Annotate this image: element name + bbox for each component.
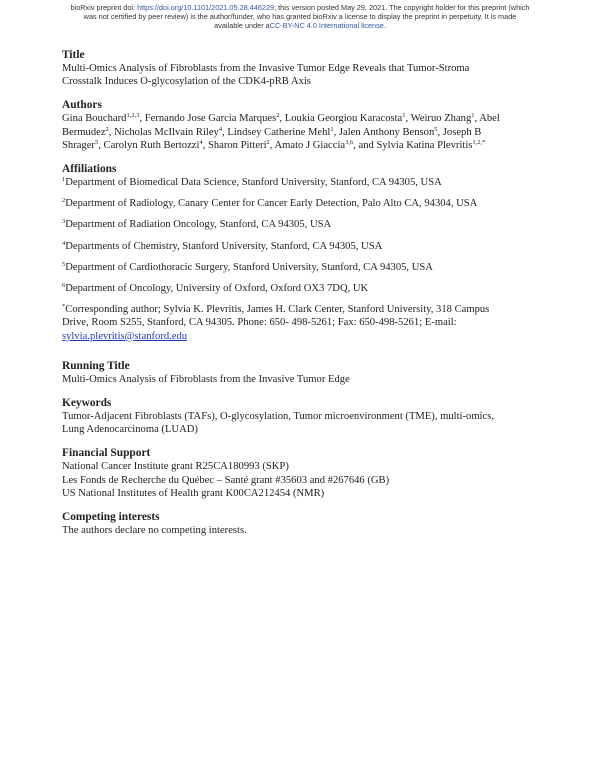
author-name: Jalen Anthony Benson [338, 126, 435, 138]
affiliation-number: 5 [62, 260, 66, 268]
affiliation-number: 2 [62, 197, 66, 205]
author-list: Gina Bouchard$^{1,2,3}$, Fernando Jose Garcia Marques$^2$, Loukia Georgiou Karacosta$^1$, Weiruo Zhang$^1$, Abel Bermudez$^2$, Nicholas McIlvain Riley$^4$, Lindsey Catherine Mehl$^1$, Jalen Anthony Benson$^5$, Joseph B Shrager$^5$, Carolyn Ruth Bertozzi$^4$, Sharon Pitteri$^2$, Amato J Giaccia$^{3,6}$, and Sylvia Katina Plevritis$^{1,2,*}$ [62, 112, 500, 151]
author-name: Sharon Pitteri [207, 139, 267, 151]
paper-title: Multi-Omics Analysis of Fibroblasts from the Invasive Tumor Edge Reveals that Tumor-Stroma Crosstalk Induces O-glycosylation of the CDK4-pRB Axis [62, 63, 470, 88]
author-name: Gina Bouchard [62, 113, 127, 125]
affiliation-text: Departments of Chemistry, Stanford University, Stanford, CA 94305, USA [65, 240, 383, 252]
author-affiliation-marker: 5 [94, 138, 99, 146]
funding-line: National Cancer Institute grant R25CA180993 (SKP) [62, 461, 289, 473]
financial-section [62, 446, 502, 500]
author-affiliation-marker: 2 [105, 125, 109, 133]
affiliation-number: 6 [62, 282, 66, 290]
funding-line: US National Institutes of Health grant K00CA212454 (NMR) [62, 487, 325, 499]
affiliation-number: 3 [62, 218, 66, 226]
competing-section [62, 510, 502, 537]
affiliation-text: Department of Radiology, Canary Center for Cancer Early Detection, Palo Alto CA, 94304, USA [65, 198, 478, 210]
license-link[interactable]: CC-BY-NC 4.0 International license [269, 21, 384, 30]
author-name: Weiruo Zhang [410, 113, 472, 125]
running-title: Multi-Omics Analysis of Fibroblasts from the Invasive Tumor Edge [62, 373, 350, 385]
competing-text: The authors declare no competing interests. [62, 525, 247, 537]
author-name: Loukia Georgiou Karacosta [284, 113, 403, 125]
paper-title-page [62, 48, 502, 547]
preprint-header [40, 3, 560, 30]
author-affiliation-marker: 1 [330, 125, 334, 133]
author-name: Abel Bermudez [62, 113, 500, 138]
author-affiliation-marker: 2 [276, 112, 280, 120]
keywords-text: Tumor-Adjacent Fibroblasts (TAFs), O-glycosylation, Tumor microenvironment (TME), multi-omics, Lung Adenocarcinoma (LUAD) [62, 411, 494, 436]
author-name: Carolyn Ruth Bertozzi [103, 139, 200, 151]
funding-line: Les Fonds de Recherche du Québec – Santé grant #35603 and #267646 (GB) [62, 474, 390, 486]
authors-heading: Authors [62, 99, 102, 112]
affiliation-number: 1 [62, 176, 66, 184]
affiliation-text: Department of Oncology, University of Oxford, Oxford OX3 7DQ, UK [65, 283, 369, 295]
authors-section [62, 98, 502, 152]
author-name: Amato J Giaccia [274, 139, 346, 151]
corresponding-author: *Corresponding author; Sylvia K. Plevritis, James H. Clark Center, Stanford University, 318 Campus Drive, Room S255, Stanford, CA 94305. Phone: 650- 498-5261; Fax: 650-498-5261; E-mail: sylvia.plevritis@stanford.edu [62, 303, 490, 342]
running-title-heading: Running Title [62, 359, 130, 372]
author-name: Sylvia Katina Plevritis [376, 139, 473, 151]
affiliation-item [62, 282, 502, 295]
affiliations-section [62, 162, 502, 343]
financial-heading: Financial Support [62, 447, 151, 460]
affiliation-text: Department of Biomedical Data Science, Stanford University, Stanford, CA 94305, USA [65, 177, 442, 189]
author-name: Fernando Jose Garcia Marques [144, 113, 277, 125]
author-name: Lindsey Catherine Mehl [227, 126, 331, 138]
author-affiliation-marker: 2 [266, 138, 270, 146]
author-affiliation-marker: 4 [218, 125, 223, 133]
author-affiliation-marker: 1,2,* [472, 138, 486, 146]
author-affiliation-marker: 1 [402, 112, 406, 120]
email-link[interactable]: sylvia.plevritis@stanford.edu [62, 330, 188, 342]
affiliations-heading: Affiliations [62, 163, 117, 176]
keywords-heading: Keywords [62, 397, 112, 410]
competing-heading: Competing interests [62, 511, 160, 524]
affiliation-text: Department of Radiation Oncology, Stanford, CA 94305, USA [65, 219, 332, 231]
header-line-1: bioRxiv preprint doi: https://doi.org/10.1101/2021.05.28.446229; this version posted May 29, 2021. The copyright holder for this preprint (which [70, 3, 530, 12]
affiliation-item [62, 218, 502, 231]
author-affiliation-marker: 1,2,3 [126, 112, 140, 120]
running-title-section [62, 359, 502, 386]
keywords-section [62, 396, 502, 436]
affiliation-item [62, 197, 502, 210]
affiliation-item [62, 261, 502, 274]
title-section [62, 48, 502, 88]
header-line-3: available under aCC-BY-NC 4.0 International license. [214, 21, 386, 30]
author-name: Nicholas McIlvain Riley [114, 126, 219, 138]
affiliation-item [62, 240, 502, 253]
title-heading: Title [62, 49, 85, 61]
affiliation-item [62, 176, 502, 189]
affiliation-number: 4 [62, 239, 66, 247]
author-affiliation-marker: 4 [199, 138, 203, 146]
affiliation-list [62, 176, 502, 295]
header-line-2: was not certified by peer review) is the author/funder, who has granted bioRxiv a license to display the preprint in perpetuity. It is made [83, 12, 517, 21]
author-affiliation-marker: 5 [434, 125, 438, 133]
author-name: Joseph B Shrager [62, 126, 482, 151]
doi-link[interactable]: https://doi.org/10.1101/2021.05.28.446229 [137, 3, 275, 12]
author-affiliation-marker: 1 [471, 112, 475, 120]
author-affiliation-marker: 3,6 [345, 138, 354, 146]
affiliation-text: Department of Cardiothoracic Surgery, Stanford University, Stanford, CA 94305, USA [65, 261, 433, 273]
